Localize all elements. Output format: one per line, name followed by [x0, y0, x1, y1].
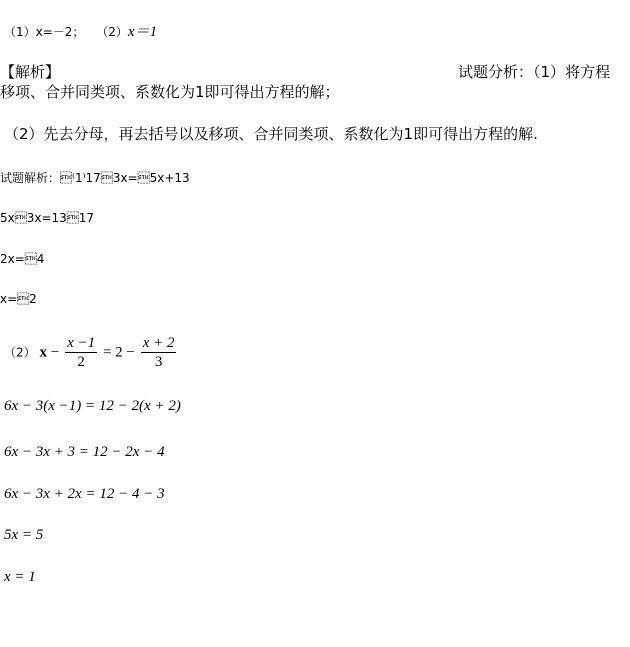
solution-line-1 — [0, 170, 190, 186]
analysis-label: 试题分析： — [458, 63, 534, 81]
step2-text: （2）先去分母，再去括号以及移项、合并同类项、系数化为1即可得出方程的解. — [4, 125, 538, 143]
step1-marker: （1） — [533, 63, 566, 81]
part2-minus: − — [50, 344, 60, 361]
analysis-label-group — [458, 64, 610, 80]
answer-part1-value: x=－2； — [35, 25, 85, 39]
fraction-2 — [141, 334, 177, 371]
part2-step-2: 6x − 3x + 3 = 12 − 2x − 4 — [4, 444, 165, 460]
answer-line — [4, 24, 157, 40]
analysis-header: 【解析】 — [0, 63, 61, 81]
part2-lhs-x: x — [39, 344, 47, 361]
part2-step-1: 6x − 3(x −1) = 12 − 2(x + 2) — [4, 398, 181, 414]
fraction-2-numerator: x + 2 — [142, 335, 175, 351]
part2-step-3: 6x − 3x + 2x = 12 − 4 − 3 — [4, 486, 165, 502]
solution-eq1: ⁽1⁾173x=5x+13 — [60, 171, 190, 185]
answer-part2-label: （2） — [96, 25, 128, 39]
part2-label: （2） — [4, 345, 36, 360]
solution-eq2: 5x3x=1317 — [0, 211, 95, 225]
part2-step-5: x = 1 — [4, 569, 36, 585]
step1-text-a: 将方程 — [565, 63, 611, 81]
part2-step-4: 5x = 5 — [4, 527, 44, 543]
fraction-2-denominator: 3 — [154, 354, 163, 370]
fraction-1-denominator: 2 — [77, 354, 85, 370]
solution-label: 试题解析： — [0, 171, 61, 185]
solution-eq3: 2x=4 — [0, 252, 45, 266]
part2-equation — [4, 332, 178, 373]
answer-part2-value: x＝1 — [127, 24, 158, 40]
solution-eq4: x=2 — [0, 292, 37, 306]
fraction-1 — [65, 334, 97, 371]
step1-text-b: 移项、合并同类项、系数化为1即可得出方程的解； — [0, 83, 340, 101]
answer-part1-label: （1） — [4, 25, 36, 39]
fraction-1-numerator: x −1 — [67, 335, 96, 351]
part2-equals-two-minus: = 2 − — [102, 344, 135, 361]
